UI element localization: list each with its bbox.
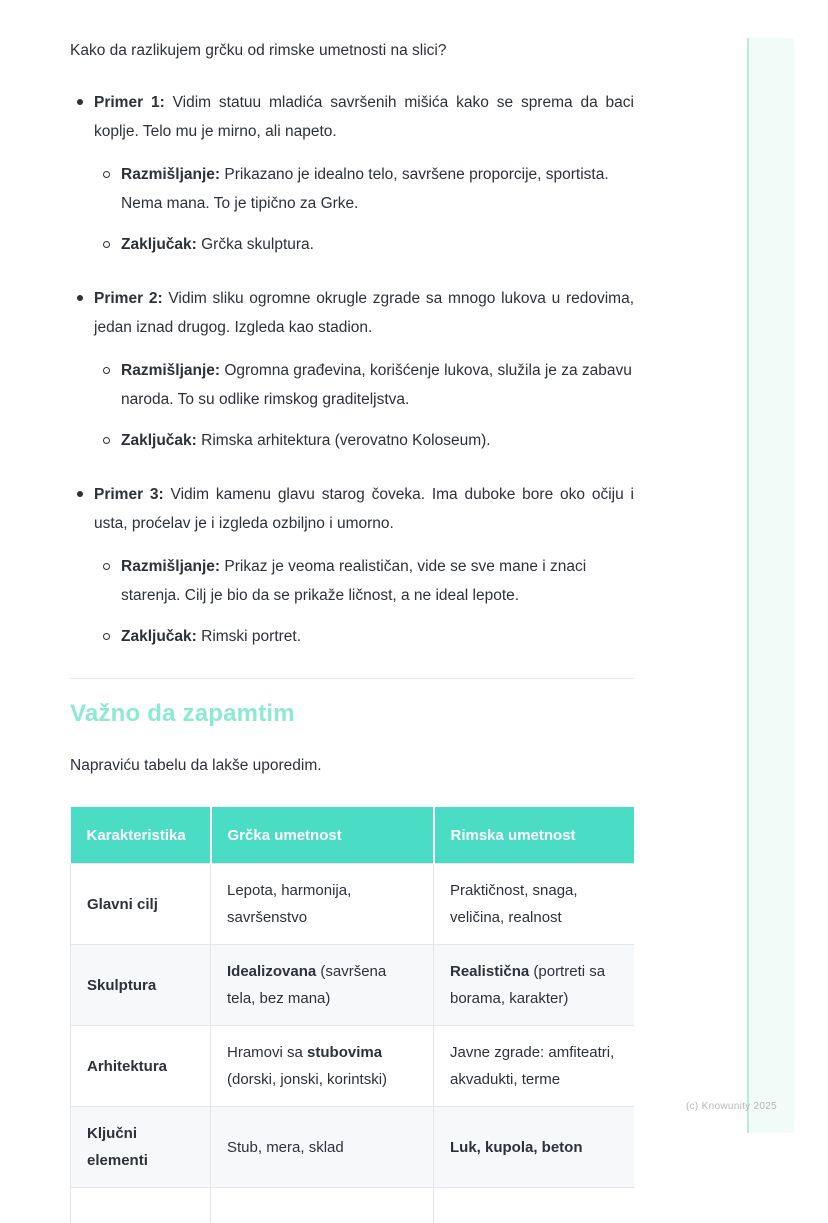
thinking-item (94, 552, 634, 610)
comparison-table (70, 807, 634, 1223)
page-content (70, 0, 634, 1223)
conclusion-text: Rimska arhitektura (verovatno Koloseum). (201, 432, 490, 449)
conclusion-label: Zaključak: (121, 236, 197, 253)
page-edge-strip (747, 38, 794, 1133)
example-label: Primer 3: (94, 486, 164, 503)
cell-text-bold: stubovima (307, 1044, 382, 1061)
thinking-text: Ogromna građevina, korišćenje lukova, služila je za zabavu naroda. To su odlike rimskog graditeljstva. (121, 362, 632, 408)
thinking-text: Prikazano je idealno telo, savršene proporcije, sportista. Nema mana. To je tipično za Grke. (121, 166, 609, 212)
table-cell-roman (434, 1188, 635, 1223)
thinking-label: Razmišljanje: (121, 166, 220, 183)
table-cell-roman (434, 864, 635, 945)
table-cell-label (71, 1188, 211, 1223)
conclusion-item (94, 622, 634, 651)
examples-list (70, 88, 634, 651)
table-header-cell-greek: Grčka umetnost (211, 807, 434, 864)
thinking-text: Prikaz je veoma realističan, vide se sve mane i znaci starenja. Cilj je bio da se prikaže ličnost, a ne ideal lepote. (121, 558, 586, 604)
example-text (94, 88, 634, 146)
question-text: Kako da razlikujem grčku od rimske umetnosti na slici? (70, 40, 634, 62)
cell-text: Hramovi sa (227, 1044, 307, 1061)
example-label: Primer 2: (94, 290, 163, 307)
example-sublist (94, 356, 634, 455)
section-intro: Napraviću tabelu da lakše uporedim. (70, 755, 634, 777)
table-header-cell-roman: Rimska umetnost (434, 807, 635, 864)
table-row (71, 1107, 635, 1188)
copyright-watermark: (c) Knowunity 2025 (686, 1101, 777, 1112)
table-cell-greek (211, 1107, 434, 1188)
table-header-cell-characteristic: Karakteristika (71, 807, 211, 864)
conclusion-item (94, 230, 634, 259)
conclusion-label: Zaključak: (121, 432, 197, 449)
conclusion-text: Rimski portret. (201, 628, 301, 645)
table-cell-label: Skulptura (71, 945, 211, 1026)
example-item-3 (70, 480, 634, 651)
example-item-2 (70, 284, 634, 455)
cell-text: (portreti sa borama, karakter) (450, 963, 605, 1007)
conclusion-label: Zaključak: (121, 628, 197, 645)
table-header (71, 807, 635, 864)
thinking-label: Razmišljanje: (121, 558, 220, 575)
example-body: Vidim statuu mladića savršenih mišića kako se sprema da baci koplje. Telo mu je mirno, ali napeto. (94, 94, 634, 140)
thinking-item (94, 160, 634, 218)
table-cell-greek (211, 1026, 434, 1107)
cell-text-bold: Realistična (450, 963, 529, 980)
example-label: Primer 1: (94, 94, 165, 111)
example-body: Vidim sliku ogromne okrugle zgrade sa mnogo lukova u redovima, jedan iznad drugog. Izgleda kao stadion. (94, 290, 634, 336)
thinking-item (94, 356, 634, 414)
section-divider (70, 678, 634, 679)
table-header-row (71, 807, 635, 864)
table-row (71, 864, 635, 945)
example-text (94, 284, 634, 342)
table-cell-label: Arhitektura (71, 1026, 211, 1107)
cell-text: Javne zgrade: amfiteatri, akvadukti, terme (450, 1044, 614, 1088)
table-cell-roman (434, 1107, 635, 1188)
example-text (94, 480, 634, 538)
conclusion-text: Grčka skulptura. (201, 236, 314, 253)
cell-text: Stub, mera, sklad (227, 1139, 344, 1156)
table-row (71, 1026, 635, 1107)
cell-text: Praktičnost, snaga, veličina, realnost (450, 882, 578, 926)
table-cell-label: Ključni elementi (71, 1107, 211, 1188)
table-cell-roman (434, 945, 635, 1026)
table-cell-roman (434, 1026, 635, 1107)
table-row (71, 945, 635, 1026)
table-cell-label: Glavni cilj (71, 864, 211, 945)
cell-text-bold: Luk, kupola, beton (450, 1139, 583, 1156)
cell-text: (dorski, jonski, korintski) (227, 1071, 387, 1088)
cell-text: Lepota, harmonija, savršenstvo (227, 882, 351, 926)
example-sublist (94, 160, 634, 259)
example-body: Vidim kamenu glavu starog čoveka. Ima duboke bore oko očiju i usta, proćelav je i izgleda ozbiljno i umorno. (94, 486, 634, 532)
table-cell-greek (211, 945, 434, 1026)
table-row-partial (71, 1188, 635, 1223)
thinking-label: Razmišljanje: (121, 362, 220, 379)
example-sublist (94, 552, 634, 651)
cell-text-bold: Idealizovana (227, 963, 316, 980)
cell-text: (savršena tela, bez mana) (227, 963, 386, 1007)
conclusion-item (94, 426, 634, 455)
table-cell-greek (211, 1188, 434, 1223)
example-item-1 (70, 88, 634, 259)
section-heading: Važno da zapamtim (70, 700, 634, 728)
table-cell-greek (211, 864, 434, 945)
table-body (71, 864, 635, 1223)
table-clip-region (70, 807, 634, 1223)
